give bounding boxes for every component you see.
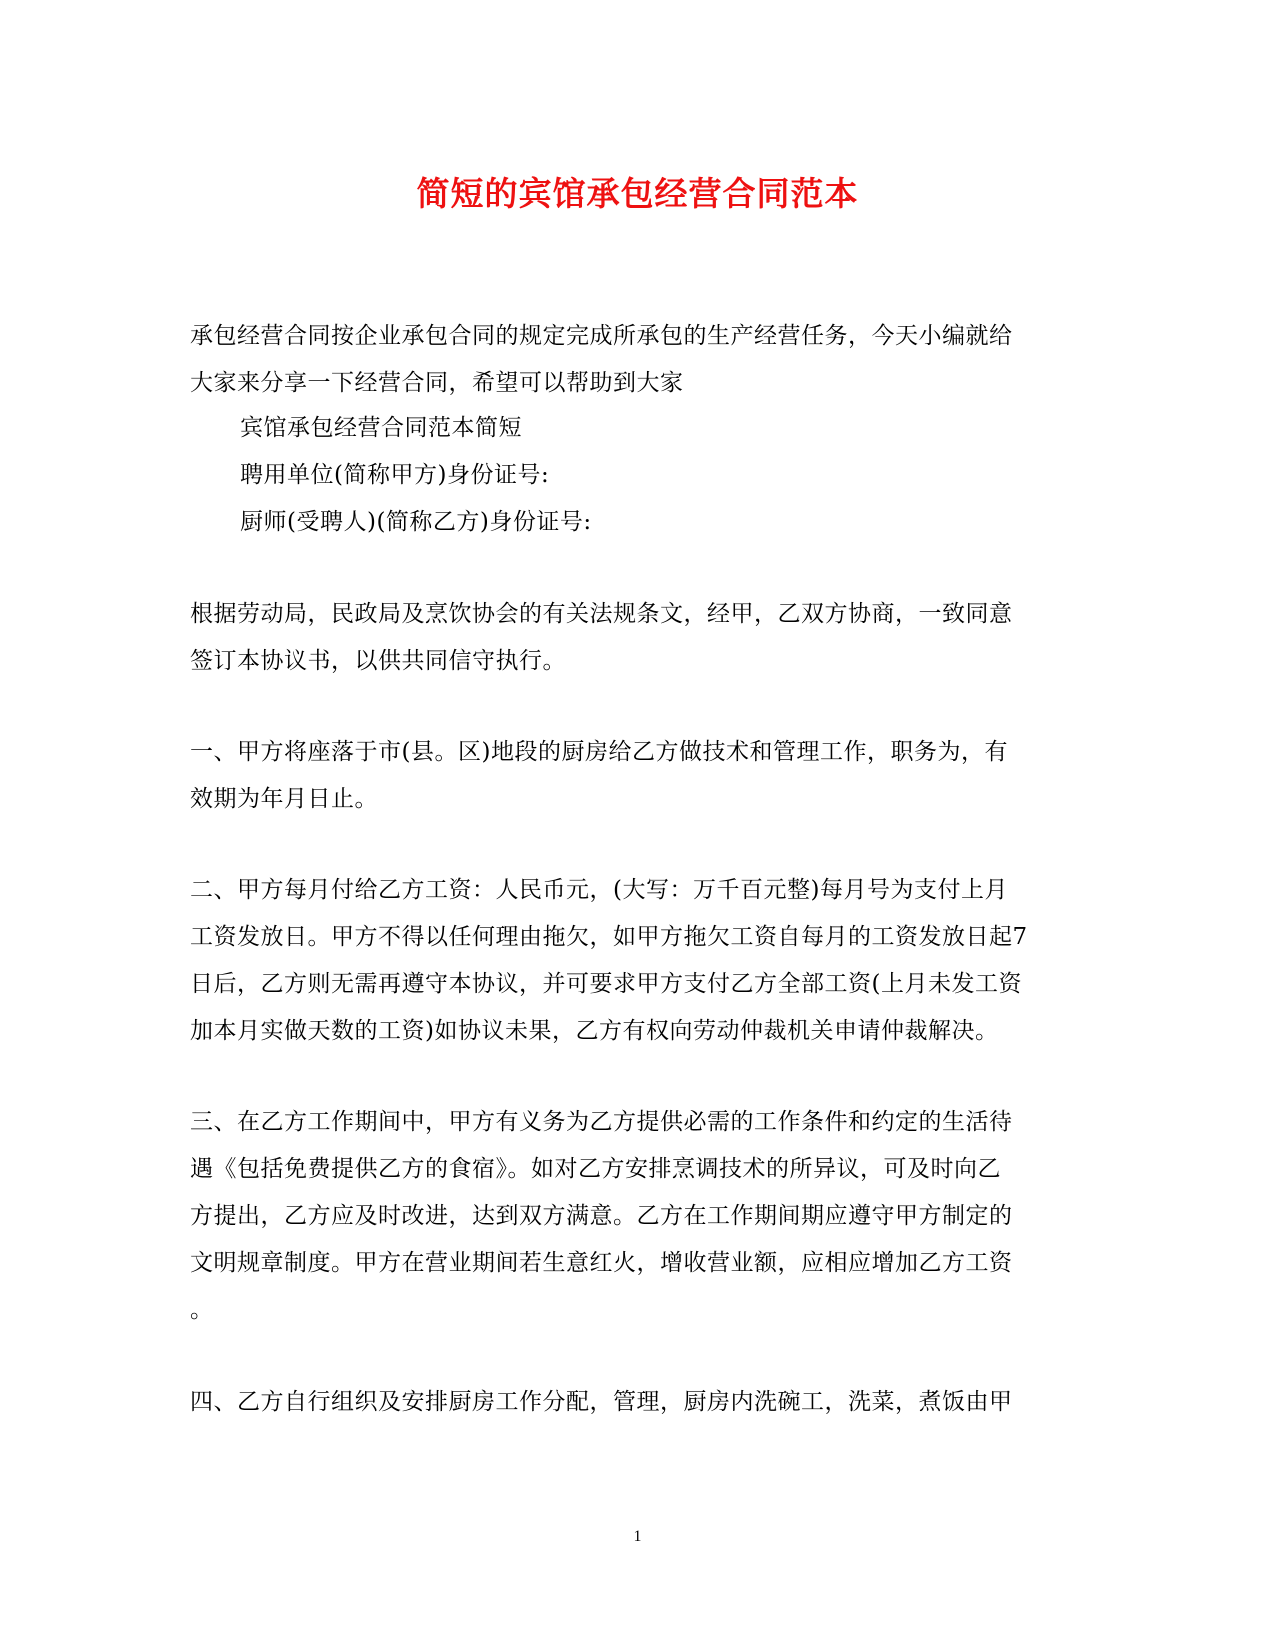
document-title: 简短的宾馆承包经营合同范本 (416, 174, 859, 213)
clause-2-line: 二、甲方每月付给乙方工资：人民币元，(大写：万千百元整)每月号为支付上月 (190, 877, 1008, 903)
clause-1-line: 效期为年月日止。 (190, 786, 378, 812)
header-lines (190, 405, 1070, 546)
clause-1 (190, 729, 1070, 823)
party-a-line: 聘用单位(简称甲方)身份证号: (240, 462, 550, 488)
clause-2-line: 日后，乙方则无需再遵守本协议，并可要求甲方支付乙方全部工资(上月未发工资 (190, 971, 1022, 997)
preamble-line: 签订本协议书，以供共同信守执行。 (190, 648, 566, 674)
clause-4-line: 四、乙方自行组织及安排厨房工作分配，管理，厨房内洗碗工，洗菜，煮饭由甲 (190, 1389, 1013, 1415)
contract-subtitle: 宾馆承包经营合同范本简短 (240, 415, 522, 441)
clause-3-line: 方提出，乙方应及时改进，达到双方满意。乙方在工作期间期应遵守甲方制定的 (190, 1203, 1013, 1229)
intro-line: 承包经营合同按企业承包合同的规定完成所承包的生产经营任务，今天小编就给 (190, 323, 1013, 349)
clause-4 (190, 1379, 1070, 1426)
clause-3-line: 遇《包括免费提供乙方的食宿》。如对乙方安排烹调技术的所异议，可及时向乙 (190, 1156, 1001, 1182)
intro-line: 大家来分享一下经营合同，希望可以帮助到大家 (190, 370, 684, 396)
party-b-line: 厨师(受聘人)(简称乙方)身份证号: (240, 509, 592, 535)
clause-3-line: 。 (190, 1297, 214, 1323)
intro-paragraph (190, 313, 1070, 407)
clause-2 (190, 867, 1070, 1055)
preamble-paragraph (190, 591, 1070, 685)
clause-3-line: 三、在乙方工作期间中，甲方有义务为乙方提供必需的工作条件和约定的生活待 (190, 1109, 1013, 1135)
clause-3-line: 文明规章制度。甲方在营业期间若生意红火，增收营业额，应相应增加乙方工资 (190, 1250, 1013, 1276)
clause-2-line: 加本月实做天数的工资)如协议未果，乙方有权向劳动仲裁机关申请仲裁解决。 (190, 1018, 999, 1044)
clause-2-line: 工资发放日。甲方不得以任何理由拖欠，如甲方拖欠工资自每月的工资发放日起7 (190, 924, 1028, 950)
clause-1-line: 一、甲方将座落于市(县。区)地段的厨房给乙方做技术和管理工作，职务为，有 (190, 739, 1008, 765)
preamble-line: 根据劳动局，民政局及烹饮协会的有关法规条文，经甲，乙双方协商，一致同意 (190, 601, 1013, 627)
clause-3 (190, 1099, 1070, 1334)
page-number: 1 (633, 1528, 642, 1545)
